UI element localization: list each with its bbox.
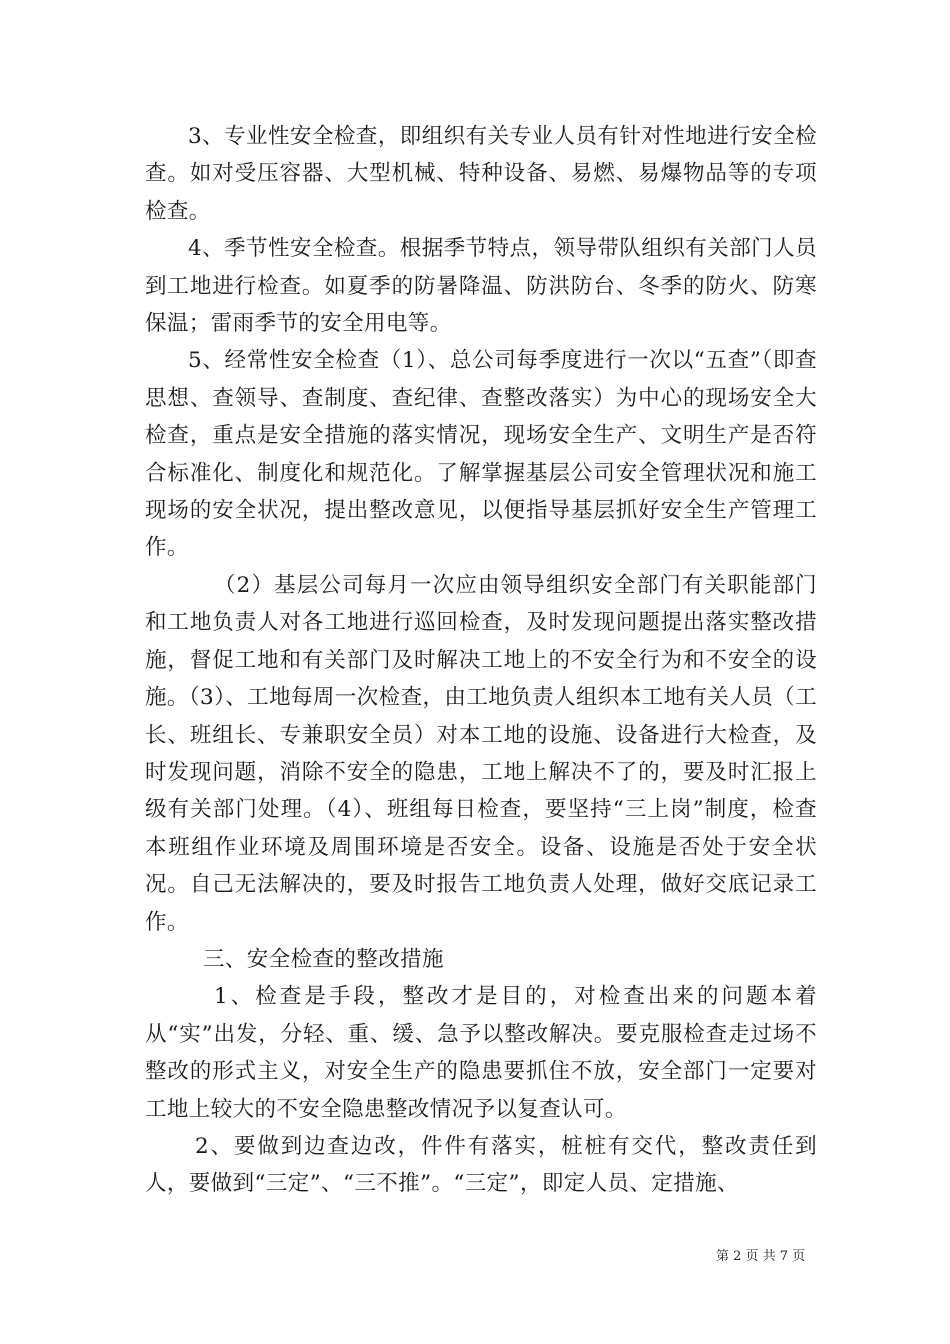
document-body (145, 118, 817, 1203)
paragraph-seasonal-inspection: 4、季节性安全检查。根据季节特点，领导带队组织有关部门人员到工地进行检查。如夏季的防暑降温、防洪防台、冬季的防火、防寒保温；雷雨季节的安全用电等。 (145, 236, 817, 337)
paragraph-regular-inspection: 5、经常性安全检查（1）、总公司每季度进行一次以“五查”（即查思想、查领导、查制度、查纪律、查整改落实）为中心的现场安全大检查，重点是安全措施的落实情况，现场安全生产、文明生产是否符合标准化、制度化和规范化。了解掌握基层公司安全管理状况和施工现场的安全状况，提出整改意见，以便指导基层抓好安全生产管理工作。 (145, 348, 817, 561)
paragraph-rectification-2: 2、要做到边查边改，件件有落实，桩桩有交代，整改责任到人，要做到“三定”、“三不推”。“三定”，即定人员、定措施、 (145, 1133, 817, 1197)
section-heading-rectification: 三、安全检查的整改措施 (203, 946, 444, 972)
page-number: 第 2 页 共 7 页 (716, 1249, 806, 1264)
paragraph-professional-inspection: 3、专业性安全检查，即组织有关专业人员有针对性地进行安全检查。如对受压容器、大型机械、特种设备、易燃、易爆物品等的专项检查。 (145, 124, 817, 224)
paragraph-branch-inspection: （2）基层公司每月一次应由领导组织安全部门有关职能部门和工地负责人对各工地进行巡回检查，及时发现问题提出落实整改措施，督促工地和有关部门及时解决工地上的不安全行为和不安全的设施。（3）、工地每周一次检查，由工地负责人组织本工地有关人员（工长、班组长、专兼职安全员）对本工地的设施、设备进行大检查，及时发现问题，消除不安全的隐患，工地上解决不了的，要及时汇报上级有关部门处理。（4）、班组每日检查，要坚持“三上岗”制度，检查本班组作业环境及周围环境是否安全。设备、设施是否处于安全状况。自己无法解决的，要及时报告工地负责人处理，做好交底记录工作。 (145, 572, 817, 935)
paragraph-rectification-1: 1、检查是手段，整改才是目的，对检查出来的问题本着从“实”出发，分轻、重、缓、急予以整改解决。要克服检查走过场不整改的形式主义，对安全生产的隐患要抓住不放，安全部门一定要对工地上较大的不安全隐患整改情况予以复查认可。 (145, 984, 817, 1122)
